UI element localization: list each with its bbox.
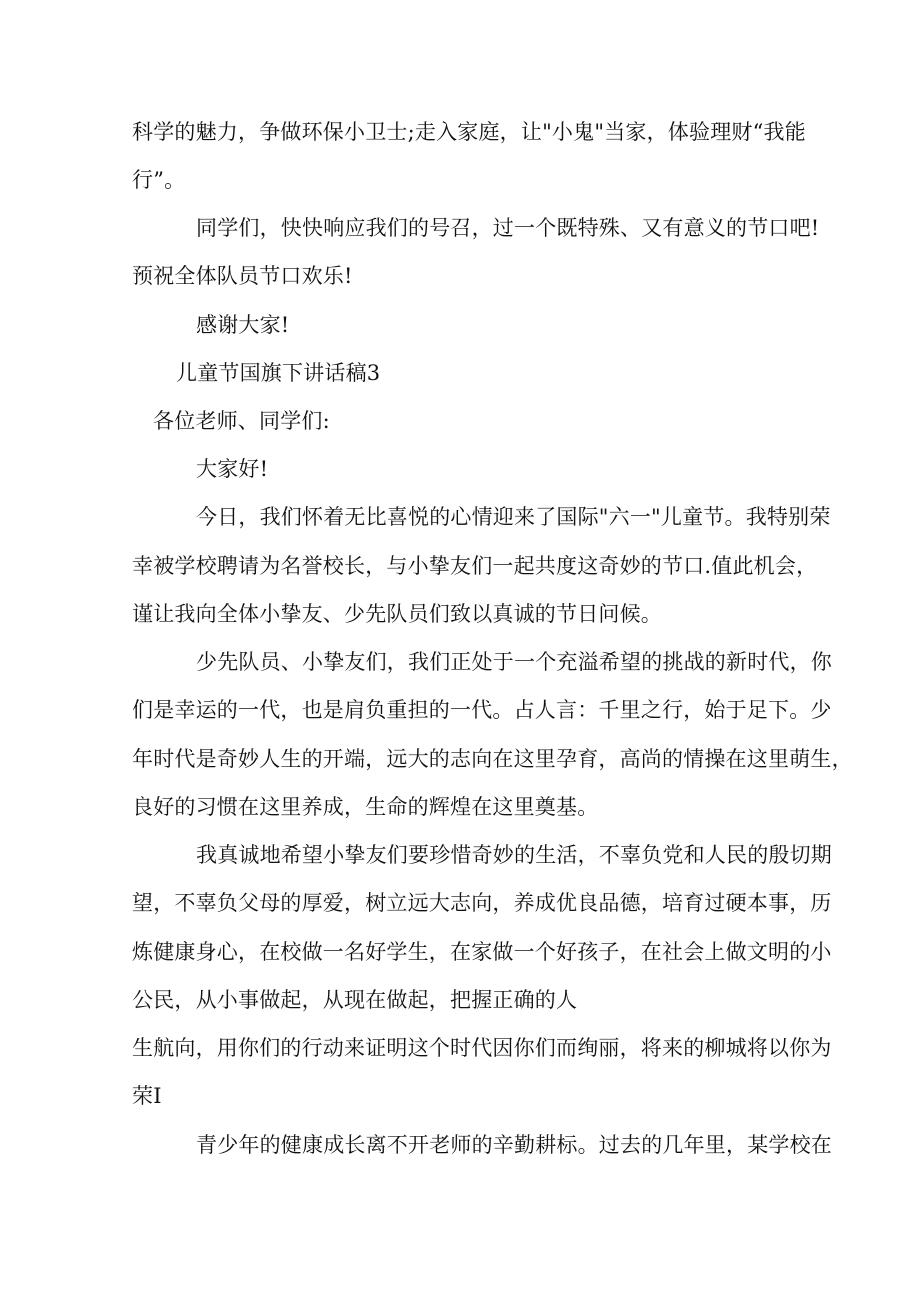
- paragraph-line: 今日，我们怀着无比喜悦的心情迎来了国际"六一"儿童节。我特别荣: [196, 505, 831, 529]
- paragraph-line: 望，不辜负父母的厚爱，树立远大志向，养成优良品德，培育过硬本事，历: [132, 891, 832, 915]
- paragraph-line: 科学的魅力，争做环保小卫士;走入家庭，让"小鬼"当家，体验理财“我能: [132, 120, 806, 144]
- paragraph-line: 们是幸运的一代，也是肩负重担的一代。占人言：千里之行，始于足下。少: [132, 698, 832, 722]
- paragraph-line: 少先队员、小挚友们，我们正处于一个充溢希望的挑战的新时代，你: [196, 650, 832, 674]
- paragraph-line: 良好的习惯在这里养成，生命的辉煌在这里奠基。: [132, 795, 599, 819]
- paragraph-line: 我真诚地希望小挚友们要珍惜奇妙的生活，不辜负党和人民的殷切期: [196, 843, 832, 867]
- paragraph-line: 炼健康身心，在校做一名好学生，在家做一个好孩子，在社会上做文明的小: [132, 940, 832, 964]
- paragraph-line: 预祝全体队员节口欢乐!: [132, 264, 353, 288]
- paragraph-line: 年时代是奇妙人生的开端，远大的志向在这里孕育，高尚的情操在这里萌生，: [132, 747, 853, 771]
- paragraph-line: 荣I: [132, 1084, 162, 1108]
- paragraph-line: 感谢大家!: [196, 313, 290, 337]
- greeting: 大家好!: [196, 457, 269, 481]
- section-title: 儿童节国旗下讲话稿3: [176, 361, 381, 385]
- paragraph-line: 谨让我向全体小挚友、少先队员们致以真诚的节日问候。: [132, 602, 662, 626]
- paragraph-line: 公民，从小事做起，从现在做起，把握正确的人: [132, 988, 578, 1012]
- paragraph-line: 青少年的健康成长离不开老师的辛勤耕标。过去的几年里，某学校在: [196, 1133, 832, 1157]
- paragraph-line: 行”。: [132, 168, 186, 192]
- paragraph-line: 生航向，用你们的行动来证明这个时代因你们而绚丽，将来的柳城将以你为: [132, 1036, 832, 1060]
- salutation: 各位老师、同学们:: [153, 409, 330, 433]
- paragraph-line: 同学们，快快响应我们的号召，过一个既特殊、又有意义的节口吧!: [196, 216, 820, 240]
- paragraph-line: 幸被学校聘请为名誉校长，与小挚友们一起共度这奇妙的节口.值此机会，: [132, 554, 818, 578]
